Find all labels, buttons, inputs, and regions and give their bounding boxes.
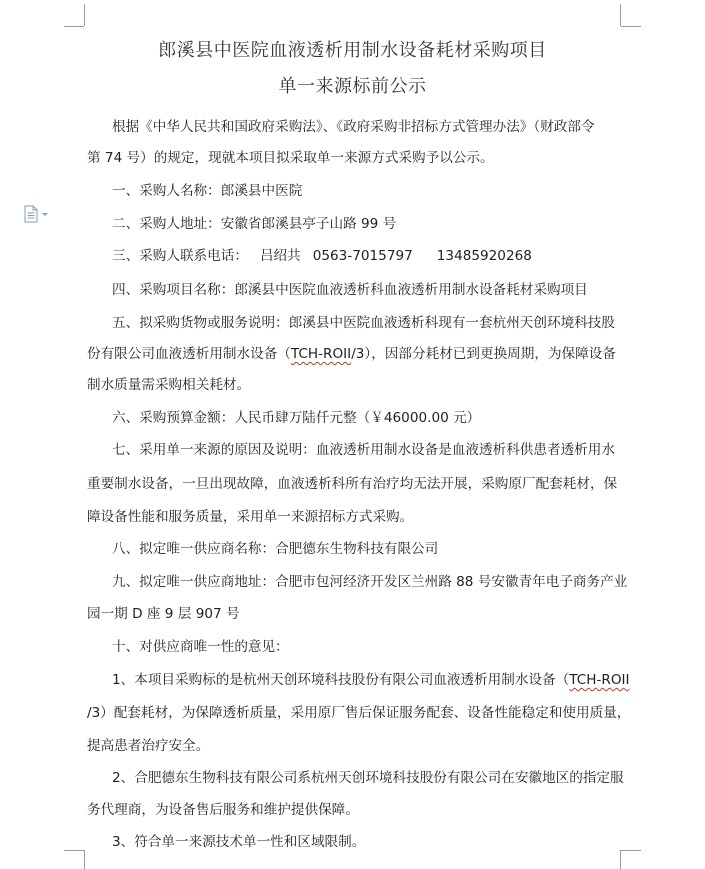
crop-mark xyxy=(64,850,84,851)
opinion-2-line: 务代理商，为设备售后服务和维护提供保障。 xyxy=(87,802,359,818)
item-reason-line: 重要制水设备，一旦出现故障，血液透析科所有治疗均无法开展，采购原厂配套耗材，保 xyxy=(87,476,618,492)
contact-person: 吕绍共 xyxy=(259,248,301,264)
item-purchaser-address: 二、采购人地址：安徽省郎溪县亭子山路 99 号 xyxy=(112,216,397,232)
intro-paragraph-line: 第 74 号）的规定，现就本项目拟采取单一来源方式采购予以公示。 xyxy=(87,150,494,166)
item-supplier-address-line: 园一期 D 座 9 层 907 号 xyxy=(87,606,240,622)
item-project-name: 四、采购项目名称：郎溪县中医院血液透析科血液透析用制水设备耗材采购项目 xyxy=(112,282,588,298)
phone-number: 0563-7015797 xyxy=(312,248,413,264)
opinion-3-line: 3、符合单一来源技术单一性和区域限制。 xyxy=(112,834,366,850)
phone-label: 三、采购人联系电话： xyxy=(112,248,248,264)
crop-mark xyxy=(84,850,85,869)
item-budget: 六、采购预算金额：人民币肆万陆仟元整（￥46000.00 元） xyxy=(112,410,481,426)
opinion-2-line: 2、合肥德东生物科技有限公司系杭州天创环境科技股份有限公司在安徽地区的指定服 xyxy=(112,770,624,786)
item-goods-description-line: 份有限公司血液透析用制水设备（TCH-ROII/3），因部分耗材已到更换周期，为保障设备 xyxy=(87,346,616,362)
crop-mark xyxy=(84,4,85,26)
item-goods-description-line: 五、拟采购货物或服务说明：郎溪县中医院血液透析科现有一套杭州天创环境科技股 xyxy=(112,315,615,331)
crop-mark xyxy=(620,850,621,869)
document-title: 郎溪县中医院血液透析用制水设备耗材采购项目 xyxy=(158,40,547,61)
model-number: TCH-ROII xyxy=(290,346,352,362)
item-goods-description-line: 制水质量需采购相关耗材。 xyxy=(87,377,251,393)
item-uniqueness-heading: 十、对供应商唯一性的意见： xyxy=(112,639,289,655)
model-number: TCH-ROII xyxy=(569,672,630,688)
opinion-1-line: 提高患者治疗安全。 xyxy=(87,738,210,754)
item-purchaser-phone xyxy=(112,246,621,266)
opinion-1-line: /3）配套耗材，为保障透析质量，采用原厂售后保证服务配套、设备性能稳定和使用质量， xyxy=(87,705,631,721)
item-supplier-address-line: 九、拟定唯一供应商地址：合肥市包河经济开发区兰州路 88 号安徽青年电子商务产业 xyxy=(112,574,628,590)
opinion-1-line: 1、本项目采购标的是杭州天创环境科技股份有限公司血液透析用制水设备（TCH-ROII xyxy=(112,672,630,688)
crop-mark xyxy=(620,4,621,26)
document-subtitle: 单一来源标前公示 xyxy=(278,76,427,97)
item-reason-line: 障设备性能和服务质量，采用单一来源招标方式采购。 xyxy=(87,509,414,525)
intro-paragraph-line: 根据《中华人民共和国政府采购法》、《政府采购非招标方式管理办法》（财政部令 xyxy=(112,119,595,135)
crop-mark xyxy=(621,26,641,27)
item-reason-line: 七、采用单一来源的原因及说明：血液透析用制水设备是血液透析科供患者透析用水 xyxy=(112,442,615,458)
item-purchaser-name: 一、采购人名称：郎溪县中医院 xyxy=(112,183,303,199)
mobile-number: 13485920268 xyxy=(436,248,532,264)
crop-mark xyxy=(64,26,84,27)
item-supplier-name: 八、拟定唯一供应商名称：合肥德东生物科技有限公司 xyxy=(112,541,439,557)
document-icon[interactable] xyxy=(22,205,52,223)
crop-mark xyxy=(621,850,641,851)
